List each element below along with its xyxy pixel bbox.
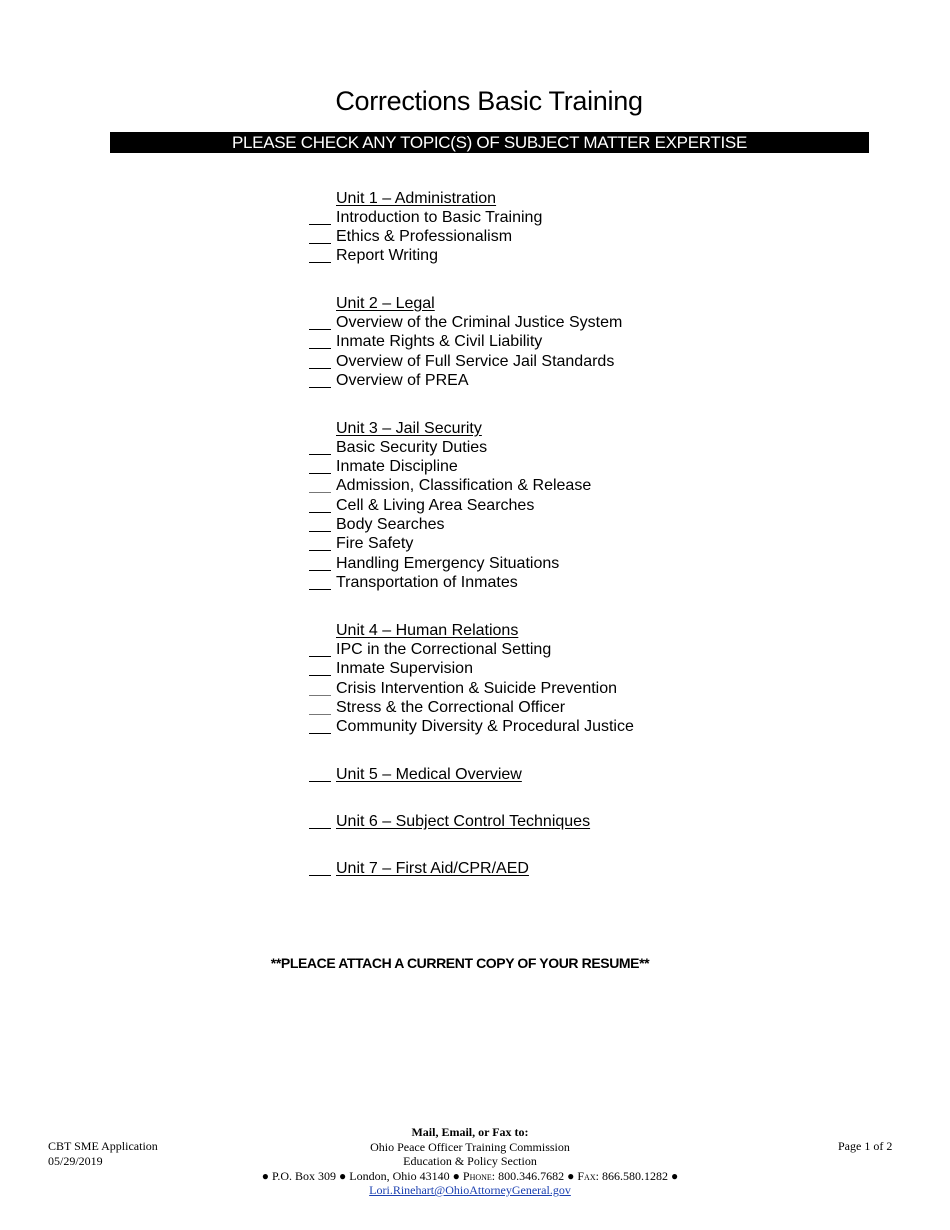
section-name: Education & Policy Section (403, 1154, 537, 1168)
check-blank[interactable] (309, 698, 331, 715)
unit-7-heading: Unit 7 – First Aid/CPR/AED (336, 860, 529, 877)
topic-checkbox-row[interactable] (309, 679, 617, 698)
topic-label: Transportation of Inmates (336, 574, 518, 591)
check-blank[interactable] (309, 476, 331, 493)
unit-6-heading: Unit 6 – Subject Control Techniques (336, 813, 591, 830)
form-date: 05/29/2019 (48, 1154, 103, 1168)
topic-checkbox-row[interactable] (309, 313, 622, 332)
topic-checkbox-row[interactable] (309, 640, 551, 659)
topic-checkbox-row[interactable] (309, 496, 534, 515)
topic-checkbox-row[interactable] (309, 227, 512, 246)
check-blank[interactable] (309, 496, 331, 513)
unit-5-checkbox-row[interactable] (309, 765, 522, 784)
organization-name: Ohio Peace Officer Training Commission (370, 1139, 570, 1154)
topic-checkbox-row[interactable] (309, 698, 565, 717)
check-blank[interactable] (309, 457, 331, 474)
unit-7-checkbox-row[interactable] (309, 859, 529, 878)
topic-label: Stress & the Correctional Officer (336, 699, 566, 716)
check-blank[interactable] (309, 515, 331, 532)
topic-label: Overview of the Criminal Justice System (336, 314, 623, 331)
unit-5-heading: Unit 5 – Medical Overview (336, 766, 522, 783)
resume-note: **PLEACE ATTACH A CURRENT COPY OF YOUR RESUME** (270, 955, 650, 971)
page-number: Page 1 of 2 (838, 1139, 893, 1153)
email-link[interactable]: Lori.Rinehart@OhioAttorneyGeneral.gov (369, 1183, 571, 1197)
unit-4-heading: Unit 4 – Human Relations (336, 622, 519, 639)
phone-label: Phone: (462, 1168, 496, 1183)
topic-label: Overview of Full Service Jail Standards (336, 353, 615, 370)
topic-label: Inmate Supervision (336, 660, 473, 677)
check-blank[interactable] (309, 371, 331, 388)
check-blank[interactable] (309, 332, 331, 349)
topic-label: Overview of PREA (336, 372, 469, 389)
topic-label: Basic Security Duties (336, 439, 488, 456)
topic-label: Crisis Intervention & Suicide Prevention (336, 680, 618, 697)
footer-contact (0, 1125, 940, 1198)
topic-checkbox-row[interactable] (309, 457, 458, 476)
check-blank[interactable] (309, 859, 331, 876)
topic-checkbox-row[interactable] (309, 554, 559, 573)
topic-label: IPC in the Correctional Setting (336, 641, 552, 658)
unit-6-checkbox-row[interactable] (309, 812, 590, 831)
topic-checkbox-row[interactable] (309, 438, 487, 457)
topic-label: Community Diversity & Procedural Justice (336, 718, 634, 735)
check-blank[interactable] (309, 438, 331, 455)
check-blank[interactable] (309, 208, 331, 225)
mail-heading: Mail, Email, or Fax to: (411, 1125, 529, 1139)
unit-1-heading: Unit 1 – Administration (336, 190, 497, 207)
topic-label: Inmate Rights & Civil Liability (336, 333, 543, 350)
topic-checkbox-row[interactable] (309, 352, 614, 371)
check-blank[interactable] (309, 640, 331, 657)
check-blank[interactable] (309, 554, 331, 571)
page-title: Corrections Basic Training (335, 86, 643, 116)
check-blank[interactable] (309, 246, 331, 263)
instructions-banner: PLEASE CHECK ANY TOPIC(S) OF SUBJECT MATTER EXPERTISE (110, 132, 869, 153)
topic-label: Handling Emergency Situations (336, 555, 560, 572)
topic-checkbox-row[interactable] (309, 371, 468, 390)
topic-checkbox-row[interactable] (309, 208, 542, 227)
topic-checkbox-row[interactable] (309, 515, 445, 534)
mailing-address: ● P.O. Box 309 ● London, Ohio 43140 ● (261, 1168, 460, 1183)
fax-number: 866.580.1282 (601, 1168, 668, 1183)
check-blank[interactable] (309, 679, 331, 696)
topic-label: Fire Safety (336, 535, 414, 552)
check-blank[interactable] (309, 534, 331, 551)
contact-line: ● P.O. Box 309 ● London, Ohio 43140 ● Phone: 800.346.7682 ● Fax: 866.580.1282 ● (261, 1168, 679, 1183)
unit-2-heading: Unit 2 – Legal (336, 295, 435, 312)
topic-label: Inmate Discipline (336, 458, 458, 475)
topic-checkbox-row[interactable] (309, 659, 473, 678)
topic-label: Cell & Living Area Searches (336, 497, 535, 514)
topic-label: Admission, Classification & Release (336, 477, 592, 494)
topic-label: Introduction to Basic Training (336, 209, 543, 226)
topic-checkbox-row[interactable] (309, 332, 542, 351)
topic-label: Body Searches (336, 516, 445, 533)
topic-checkbox-row[interactable] (309, 476, 591, 495)
topic-checkbox-row[interactable] (309, 246, 438, 265)
unit-3-heading: Unit 3 – Jail Security (336, 420, 482, 437)
check-blank[interactable] (309, 812, 331, 829)
phone-number: 800.346.7682 (498, 1168, 565, 1183)
topic-label: Ethics & Professionalism (336, 228, 513, 245)
check-blank[interactable] (309, 227, 331, 244)
check-blank[interactable] (309, 717, 331, 734)
check-blank[interactable] (309, 765, 331, 782)
topic-checkbox-row[interactable] (309, 717, 634, 736)
check-blank[interactable] (309, 573, 331, 590)
fax-label: Fax: (577, 1168, 599, 1183)
topic-label: Report Writing (336, 247, 438, 264)
topic-checkbox-row[interactable] (309, 573, 518, 592)
check-blank[interactable] (309, 352, 331, 369)
topic-checkbox-row[interactable] (309, 534, 413, 553)
check-blank[interactable] (309, 313, 331, 330)
form-name: CBT SME Application (48, 1139, 158, 1153)
check-blank[interactable] (309, 659, 331, 676)
